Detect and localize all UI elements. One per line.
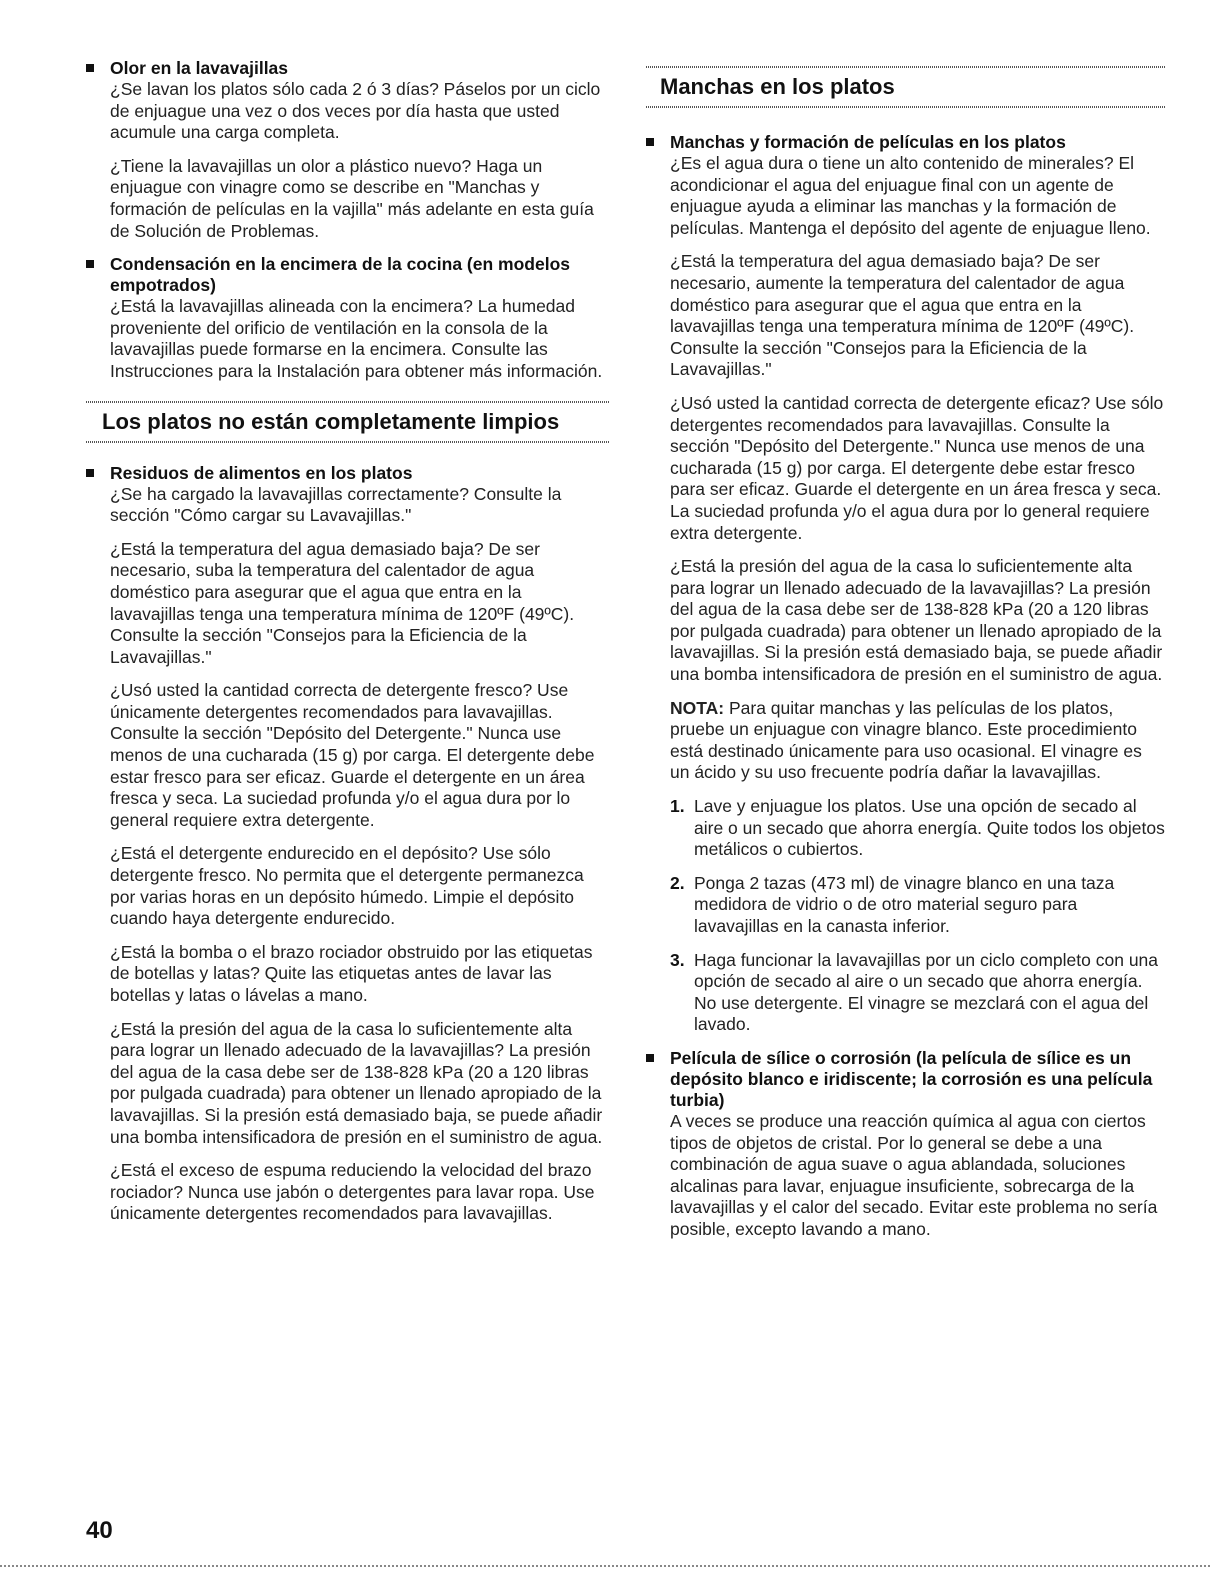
item-paragraph: ¿Está el exceso de espuma reduciendo la velocidad del brazo rociador? Nunca use jabón o detergentes para lavar ropa. Use únicamente detergentes recomendados para lavavajillas. [110,1160,595,1224]
step-number: 1. [670,796,685,817]
left-column [86,58,610,1237]
steps-list [670,796,1166,1036]
item-paragraph: ¿Está la presión del agua de la casa lo suficientemente alta para lograr un llenado adecuado de la lavavajillas? La presión del agua de la casa debe ser de 138-828 kPa (20 a 120 libras por pulgada cuadrada) para obtener un llenado apropiado de la lavavajillas. Si la presión está demasiado baja, se puede añadir una bomba intensificadora de presión en el suministro de agua. [110,1018,603,1147]
square-bullet-icon [86,64,94,72]
item-paragraph: ¿Está la temperatura del agua demasiado baja? De ser necesario, aumente la temperatura del calentador de agua doméstico para asegurar que el agua que entra en la lavavajillas tenga una temperatura mínima de 120ºF (49ºC). Consulte la sección "Consejos para la Eficiencia de la Lavavajillas." [670,251,1135,380]
list-item [670,796,1166,861]
step-text: Haga funcionar la lavavajillas por un ciclo completo con una opción de secado al aire o un secado que ahorra energía. No use detergente. El vinagre se mezclará con el agua del lavado. [694,949,1159,1035]
item-paragraph: ¿Está la lavavajillas alineada con la encimera? La humedad proveniente del orificio de ventilación en la consola de la lavavajillas puede formarse en la encimera. Consulte las Instrucciones para la Instalación para obtener más información. [110,296,603,381]
item-paragraph: ¿Usó usted la cantidad correcta de detergente eficaz? Use sólo detergentes recomendados para lavavajillas. Consulte la sección "Depósito del Detergente." Nunca use menos de una cucharada (15 g) por carga. El detergente debe estar fresco para ser eficaz. Guarde el detergente en un área fresca y seca. La suciedad profunda y/o el agua dura por lo general requiere extra detergente. [670,392,1164,543]
item-pelicula [646,1048,1166,1241]
step-text: Lave y enjuague los platos. Use una opción de secado al aire o un secado que ahorra energía. Quite todos los objetos metálicos o cubiertos. [694,796,1165,860]
item-title: Manchas y formación de películas en los platos [670,132,1066,152]
square-bullet-icon [646,1054,654,1062]
square-bullet-icon [86,260,94,268]
nota-paragraph [670,698,1166,784]
item-residuos [86,463,610,1225]
section-title: Manchas en los platos [660,74,895,99]
square-bullet-icon [646,138,654,146]
step-text: Ponga 2 tazas (473 ml) de vinagre blanco en una taza medidora de vidrio o de otro material seguro para lavavajillas en la canasta inferior. [694,872,1115,936]
item-paragraph: ¿Está la presión del agua de la casa lo suficientemente alta para lograr un llenado adecuado de la lavavajillas? La presión del agua de la casa debe ser de 138-828 kPa (20 a 120 libras por pulgada cuadrada) para obtener un llenado apropiado de la lavavajillas. Si la presión está demasiado baja, se puede añadir una bomba intensificadora de presión en el suministro de agua. [670,556,1163,685]
item-title: Olor en la lavavajillas [110,58,289,78]
list-item [670,950,1166,1036]
step-number: 3. [670,949,685,970]
divider [86,441,610,443]
item-title: Condensación en la encimera de la cocina (en modelos empotrados) [110,254,570,296]
divider [0,1565,1211,1567]
item-paragraph: A veces se produce una reacción química al agua con ciertos tipos de objetos de cristal. Por lo general se debe a una combinación de agua suave o agua ablandada, soluciones alcalinas para lavar, enjuague insuficiente, sobrecarga de la lavavajillas y el calor del secado. Evitar este problema no sería posible, excepto lavando a mano. [670,1110,1158,1239]
divider [646,106,1166,108]
list-item [670,873,1166,938]
item-title: Residuos de alimentos en los platos [110,462,413,483]
page-number: 40 [86,1517,113,1544]
item-paragraph: ¿Tiene la lavavajillas un olor a plástico nuevo? Haga un enjuague con vinagre como se describe en "Manchas y formación de películas en la vajilla" más adelante en esta guía de Solución de Problemas. [110,155,594,241]
item-olor [86,58,610,242]
item-paragraph: ¿Está el detergente endurecido en el depósito? Use sólo detergente fresco. No permita que el detergente permanezca por varias horas en un depósito húmedo. Limpie el depósito cuando haya detergente endurecido. [110,843,584,929]
step-number: 2. [670,872,685,893]
section-header [86,401,610,443]
item-paragraph: ¿Usó usted la cantidad correcta de detergente fresco? Use únicamente detergentes recomendados para lavavajillas. Consulte la sección "Depósito del Detergente." Nunca use menos de una cucharada (15 g) por carga. El detergente debe estar fresco para ser eficaz. Guarde el detergente en un área fresca y seca. La suciedad profunda y/o el agua dura por lo general requiere extra detergente. [110,680,595,830]
square-bullet-icon [86,469,94,477]
item-manchas [646,132,1166,1036]
nota-text: Para quitar manchas y las películas de los platos, pruebe un enjuague con vinagre blanco. Este procedimiento está destinado únicamente para uso ocasional. El vinagre es un ácido y su uso frecuente podría dañar la lavavajillas. [670,697,1142,783]
item-paragraph: ¿Se ha cargado la lavavajillas correctamente? Consulte la sección "Cómo cargar su Lavavajillas." [110,483,562,526]
nota-label: NOTA: [670,697,725,718]
item-paragraph: ¿Está la temperatura del agua demasiado baja? De ser necesario, suba la temperatura del calentador de agua doméstico para asegurar que el agua que entra en la lavavajillas tenga una temperatura mínima de 120ºF (49ºC). Consulte la sección "Consejos para la Eficiencia de la Lavavajillas." [110,538,575,667]
right-column [646,66,1166,1253]
item-paragraph: ¿Es el agua dura o tiene un alto contenido de minerales? El acondicionar el agua del enjuague final con un agente de enjuague ayuda a eliminar las manchas y la formación de películas. Mantenga el depósito del agente de enjuague lleno. [670,153,1151,238]
item-paragraph: ¿Se lavan los platos sólo cada 2 ó 3 días? Páselos por un ciclo de enjuague una vez o dos veces por día hasta que usted acumule una carga completa. [110,79,601,143]
item-title: Película de sílice o corrosión (la película de sílice es un depósito blanco e iridiscente; la corrosión es una película turbia) [670,1047,1153,1110]
item-paragraph: ¿Está la bomba o el brazo rociador obstruido por las etiquetas de botellas y latas? Quite las etiquetas antes de lavar las botellas y latas o lávelas a mano. [110,941,593,1005]
section-header [646,66,1166,108]
item-condensacion [86,254,610,382]
section-title: Los platos no están completamente limpios [102,408,560,434]
